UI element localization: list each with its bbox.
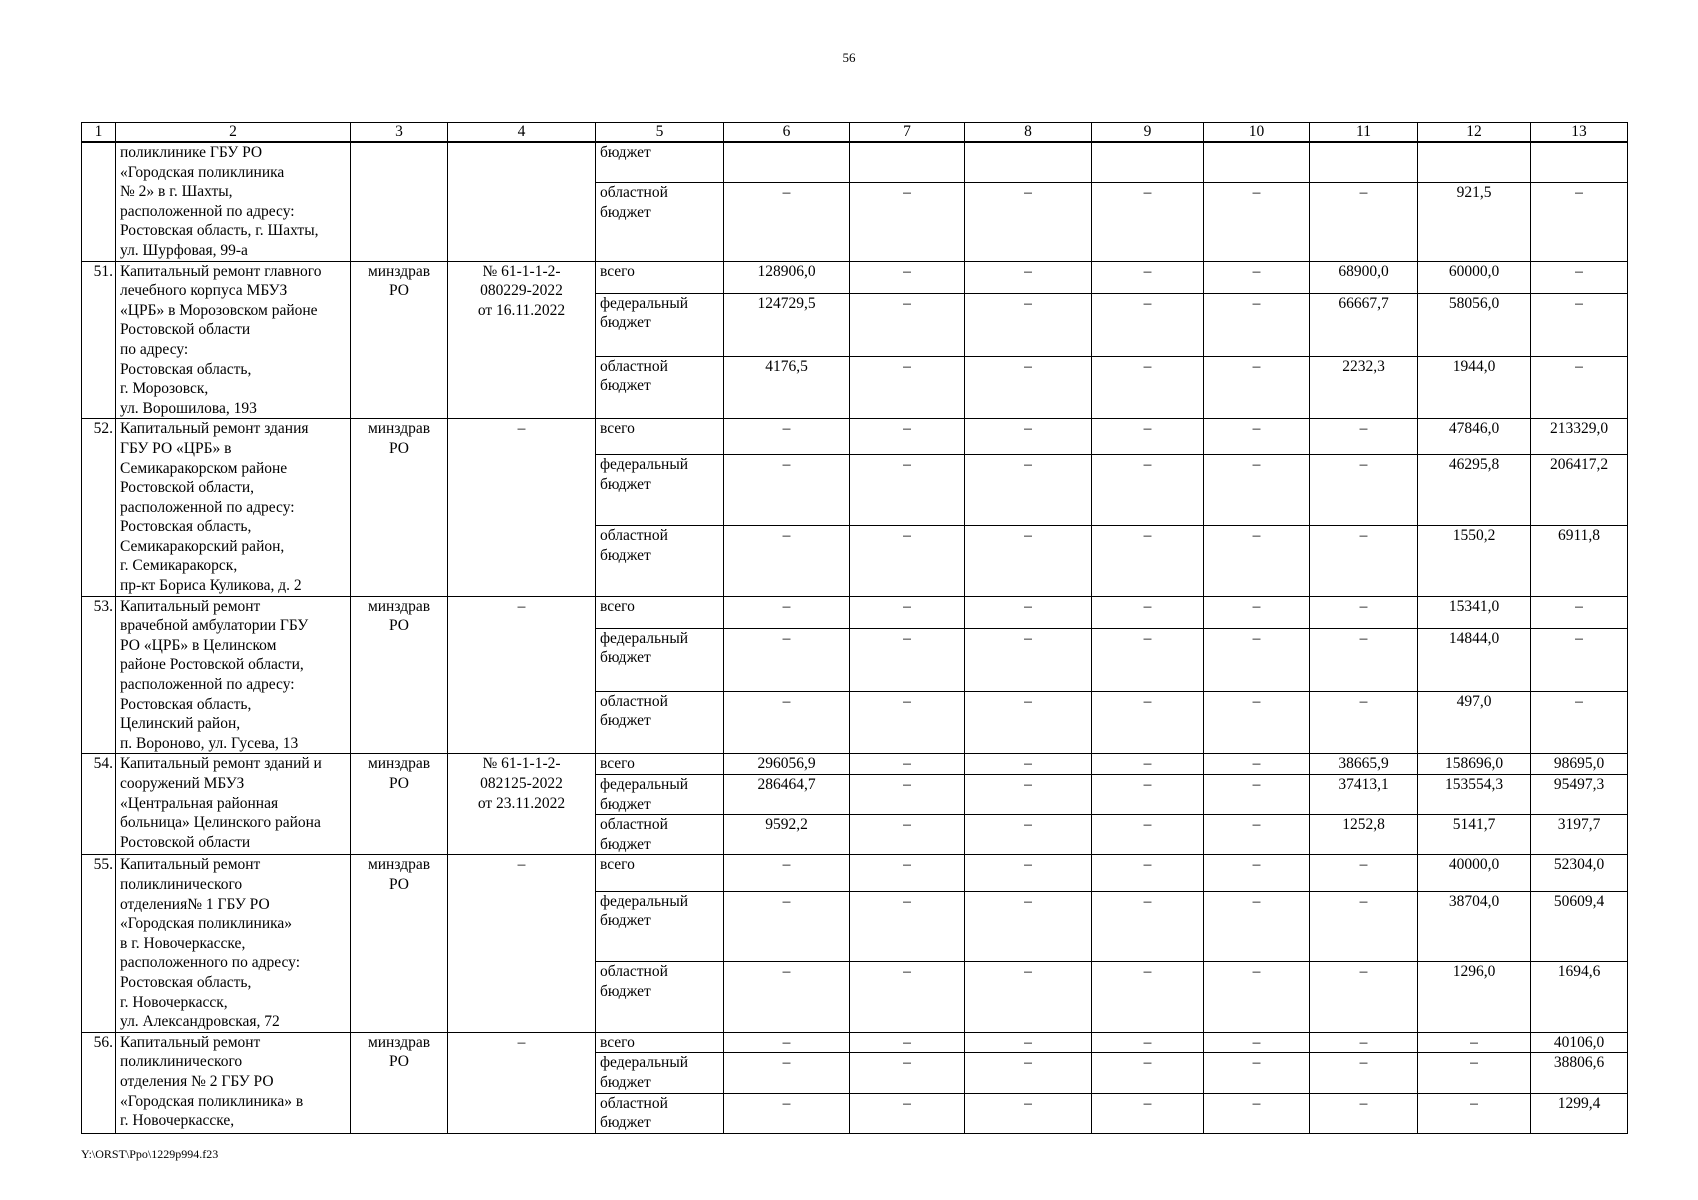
amount-cell: 40000,0 xyxy=(1418,855,1531,891)
amount-cell: 9592,2 xyxy=(724,815,850,855)
amount-cell: – xyxy=(1310,526,1418,597)
amount-cell: – xyxy=(724,891,850,962)
column-header: 13 xyxy=(1531,123,1628,143)
amount-cell: – xyxy=(965,815,1092,855)
amount-cell: – xyxy=(965,526,1092,597)
item-number xyxy=(82,142,116,261)
amount-cell: 1252,8 xyxy=(1310,815,1418,855)
amount-cell: – xyxy=(1204,1053,1310,1093)
file-path-footer: Y:\ORST\Ppo\1229p994.f23 xyxy=(81,1147,219,1161)
amount-cell: 15341,0 xyxy=(1418,596,1531,628)
funding-source-cell: федеральный бюджет xyxy=(596,628,724,691)
amount-cell: – xyxy=(1092,183,1204,261)
amount-cell: – xyxy=(1310,1053,1418,1093)
amount-cell: 3197,7 xyxy=(1531,815,1628,855)
amount-cell: – xyxy=(850,356,965,419)
amount-cell: – xyxy=(1418,1032,1531,1053)
amount-cell: – xyxy=(850,815,965,855)
amount-cell: 6911,8 xyxy=(1531,526,1628,597)
amount-cell: – xyxy=(1310,855,1418,891)
amount-cell: – xyxy=(1204,526,1310,597)
amount-cell: – xyxy=(1204,261,1310,293)
amount-cell: – xyxy=(724,628,850,691)
item-name: Капитальный ремонт поликлинического отделения№ 1 ГБУ РО «Городская поликлиника» в г. Новочеркасске, расположенного по адресу: Ростовская область, г. Новочеркасск, ул. Александровская, 72 xyxy=(116,855,351,1032)
amount-cell: – xyxy=(850,455,965,526)
amount-cell: – xyxy=(1531,356,1628,419)
amount-cell: – xyxy=(1204,815,1310,855)
item-name: Капитальный ремонт врачебной амбулатории ГБУ РО «ЦРБ» в Целинском районе Ростовской области, расположенной по адресу: Ростовская область, Целинский район, п. Вороново, ул. Гусева, 13 xyxy=(116,596,351,754)
funding-source-cell: областной бюджет xyxy=(596,526,724,597)
amount-cell xyxy=(1418,142,1531,183)
amount-cell: – xyxy=(965,855,1092,891)
amount-cell: – xyxy=(724,1053,850,1093)
executor-cell: минздрав РО xyxy=(351,855,448,1032)
item-number: 53. xyxy=(82,596,116,754)
amount-cell: – xyxy=(724,526,850,597)
amount-cell: 68900,0 xyxy=(1310,261,1418,293)
funding-source-cell: областной бюджет xyxy=(596,962,724,1033)
item-name: поликлинике ГБУ РО «Городская поликлиника № 2» в г. Шахты, расположенной по адресу: Ростовская область, г. Шахты, ул. Шурфовая, 99-а xyxy=(116,142,351,261)
item-number: 55. xyxy=(82,855,116,1032)
amount-cell: – xyxy=(1531,293,1628,356)
amount-cell: – xyxy=(724,962,850,1033)
amount-cell: – xyxy=(1310,691,1418,754)
column-header: 2 xyxy=(116,123,351,143)
program-table xyxy=(81,122,1628,1134)
table-row xyxy=(82,142,1628,183)
amount-cell: – xyxy=(1531,183,1628,261)
table-row xyxy=(82,261,1628,293)
amount-cell: – xyxy=(1310,962,1418,1033)
amount-cell: – xyxy=(850,596,965,628)
amount-cell: 497,0 xyxy=(1418,691,1531,754)
amount-cell: – xyxy=(850,775,965,815)
funding-source-cell: федеральный бюджет xyxy=(596,891,724,962)
amount-cell: – xyxy=(1092,1032,1204,1053)
funding-source-cell: всего xyxy=(596,1032,724,1053)
amount-cell: – xyxy=(1092,261,1204,293)
amount-cell: – xyxy=(1204,1032,1310,1053)
column-header: 7 xyxy=(850,123,965,143)
amount-cell: 38704,0 xyxy=(1418,891,1531,962)
amount-cell: – xyxy=(965,596,1092,628)
funding-source-cell: всего xyxy=(596,596,724,628)
column-header: 4 xyxy=(448,123,596,143)
amount-cell: – xyxy=(1204,891,1310,962)
amount-cell xyxy=(1092,142,1204,183)
item-name: Капитальный ремонт здания ГБУ РО «ЦРБ» в Семикаракорском районе Ростовской области, расположенной по адресу: Ростовская область, Семикаракорский район, г. Семикаракорск, пр-кт Бориса Куликова, д. 2 xyxy=(116,419,351,596)
amount-cell: 46295,8 xyxy=(1418,455,1531,526)
amount-cell: – xyxy=(724,596,850,628)
column-header: 10 xyxy=(1204,123,1310,143)
header-row xyxy=(82,123,1628,143)
amount-cell: 14844,0 xyxy=(1418,628,1531,691)
amount-cell: 1550,2 xyxy=(1418,526,1531,597)
amount-cell: – xyxy=(965,962,1092,1033)
amount-cell xyxy=(724,142,850,183)
executor-cell: минздрав РО xyxy=(351,754,448,855)
amount-cell: – xyxy=(1531,596,1628,628)
amount-cell: 58056,0 xyxy=(1418,293,1531,356)
amount-cell: 124729,5 xyxy=(724,293,850,356)
amount-cell: – xyxy=(1204,775,1310,815)
amount-cell: – xyxy=(1204,1093,1310,1133)
amount-cell: – xyxy=(965,754,1092,775)
amount-cell xyxy=(1204,142,1310,183)
amount-cell: 921,5 xyxy=(1418,183,1531,261)
amount-cell: – xyxy=(1204,455,1310,526)
funding-source-cell: всего xyxy=(596,419,724,455)
expertise-doc-cell: № 61-1-1-2- 082125-2022 от 23.11.2022 xyxy=(448,754,596,855)
amount-cell: – xyxy=(965,1032,1092,1053)
amount-cell: – xyxy=(1310,455,1418,526)
amount-cell: – xyxy=(1204,293,1310,356)
expertise-doc-cell: – xyxy=(448,855,596,1032)
table-row xyxy=(82,855,1628,891)
amount-cell: 1944,0 xyxy=(1418,356,1531,419)
amount-cell: 38665,9 xyxy=(1310,754,1418,775)
table-row xyxy=(82,596,1628,628)
amount-cell: – xyxy=(850,526,965,597)
expertise-doc-cell xyxy=(448,142,596,261)
amount-cell: 37413,1 xyxy=(1310,775,1418,815)
amount-cell: – xyxy=(1204,183,1310,261)
amount-cell: – xyxy=(724,855,850,891)
funding-source-cell: областной бюджет xyxy=(596,356,724,419)
amount-cell: 158696,0 xyxy=(1418,754,1531,775)
column-header: 11 xyxy=(1310,123,1418,143)
table-row xyxy=(82,419,1628,455)
amount-cell: – xyxy=(724,1093,850,1133)
column-header: 3 xyxy=(351,123,448,143)
amount-cell: – xyxy=(965,261,1092,293)
amount-cell: – xyxy=(1310,628,1418,691)
executor-cell: минздрав РО xyxy=(351,1032,448,1133)
amount-cell: – xyxy=(1204,962,1310,1033)
expertise-doc-cell: – xyxy=(448,419,596,596)
amount-cell: 296056,9 xyxy=(724,754,850,775)
funding-source-cell: всего xyxy=(596,754,724,775)
amount-cell xyxy=(1310,142,1418,183)
amount-cell: – xyxy=(1418,1093,1531,1133)
amount-cell: – xyxy=(1531,628,1628,691)
amount-cell: – xyxy=(1531,691,1628,754)
amount-cell: – xyxy=(965,1093,1092,1133)
amount-cell: – xyxy=(965,1053,1092,1093)
amount-cell: – xyxy=(1092,419,1204,455)
funding-source-cell: областной бюджет xyxy=(596,1093,724,1133)
amount-cell: – xyxy=(965,293,1092,356)
amount-cell: – xyxy=(1531,261,1628,293)
funding-source-cell: всего xyxy=(596,855,724,891)
amount-cell: – xyxy=(724,1032,850,1053)
amount-cell: – xyxy=(724,691,850,754)
amount-cell: – xyxy=(1092,1093,1204,1133)
amount-cell: 4176,5 xyxy=(724,356,850,419)
amount-cell: 66667,7 xyxy=(1310,293,1418,356)
amount-cell: 128906,0 xyxy=(724,261,850,293)
column-header: 6 xyxy=(724,123,850,143)
amount-cell: 47846,0 xyxy=(1418,419,1531,455)
amount-cell: – xyxy=(965,775,1092,815)
amount-cell: – xyxy=(965,891,1092,962)
amount-cell: – xyxy=(1092,815,1204,855)
amount-cell xyxy=(1531,142,1628,183)
amount-cell: – xyxy=(724,419,850,455)
amount-cell: – xyxy=(850,855,965,891)
funding-source-cell: областной бюджет xyxy=(596,815,724,855)
amount-cell: – xyxy=(1204,691,1310,754)
amount-cell xyxy=(850,142,965,183)
amount-cell: – xyxy=(850,628,965,691)
amount-cell: 5141,7 xyxy=(1418,815,1531,855)
amount-cell: 98695,0 xyxy=(1531,754,1628,775)
amount-cell: – xyxy=(1092,754,1204,775)
amount-cell: – xyxy=(1092,691,1204,754)
item-number: 54. xyxy=(82,754,116,855)
executor-cell xyxy=(351,142,448,261)
amount-cell: – xyxy=(1092,356,1204,419)
column-header: 5 xyxy=(596,123,724,143)
amount-cell: – xyxy=(1204,596,1310,628)
amount-cell: – xyxy=(1092,775,1204,815)
amount-cell: – xyxy=(965,356,1092,419)
amount-cell: 52304,0 xyxy=(1531,855,1628,891)
table-row xyxy=(82,754,1628,775)
amount-cell: – xyxy=(1092,891,1204,962)
amount-cell: – xyxy=(1310,1032,1418,1053)
amount-cell: – xyxy=(850,1053,965,1093)
amount-cell: – xyxy=(965,419,1092,455)
item-number: 51. xyxy=(82,261,116,419)
amount-cell: 50609,4 xyxy=(1531,891,1628,962)
funding-source-cell: федеральный бюджет xyxy=(596,455,724,526)
amount-cell: – xyxy=(1310,891,1418,962)
amount-cell: 38806,6 xyxy=(1531,1053,1628,1093)
amount-cell: – xyxy=(1092,293,1204,356)
amount-cell: – xyxy=(850,183,965,261)
amount-cell: – xyxy=(850,1032,965,1053)
funding-source-cell: федеральный бюджет xyxy=(596,775,724,815)
item-number: 56. xyxy=(82,1032,116,1133)
amount-cell: – xyxy=(1092,526,1204,597)
amount-cell: – xyxy=(850,261,965,293)
funding-source-cell: федеральный бюджет xyxy=(596,1053,724,1093)
amount-cell: – xyxy=(1310,183,1418,261)
executor-cell: минздрав РО xyxy=(351,261,448,419)
amount-cell: – xyxy=(965,691,1092,754)
amount-cell: 40106,0 xyxy=(1531,1032,1628,1053)
amount-cell: – xyxy=(850,419,965,455)
amount-cell: – xyxy=(1204,855,1310,891)
item-name: Капитальный ремонт главного лечебного корпуса МБУЗ «ЦРБ» в Морозовском районе Ростовской области по адресу: Ростовская область, г. Морозовск, ул. Ворошилова, 193 xyxy=(116,261,351,419)
amount-cell: – xyxy=(1204,754,1310,775)
table-row xyxy=(82,1032,1628,1053)
amount-cell: – xyxy=(850,754,965,775)
amount-cell: – xyxy=(965,455,1092,526)
amount-cell: 153554,3 xyxy=(1418,775,1531,815)
expertise-doc-cell: № 61-1-1-2- 080229-2022 от 16.11.2022 xyxy=(448,261,596,419)
item-name: Капитальный ремонт поликлинического отделения № 2 ГБУ РО «Городская поликлиника» в г. Новочеркасске, xyxy=(116,1032,351,1133)
amount-cell: – xyxy=(850,962,965,1033)
amount-cell: – xyxy=(1204,419,1310,455)
amount-cell: – xyxy=(1310,1093,1418,1133)
funding-source-cell: федеральный бюджет xyxy=(596,293,724,356)
amount-cell: – xyxy=(1204,356,1310,419)
amount-cell: 206417,2 xyxy=(1531,455,1628,526)
funding-source-cell: областной бюджет xyxy=(596,691,724,754)
amount-cell: – xyxy=(1092,628,1204,691)
column-header: 9 xyxy=(1092,123,1204,143)
amount-cell: 1296,0 xyxy=(1418,962,1531,1033)
executor-cell: минздрав РО xyxy=(351,596,448,754)
column-header: 1 xyxy=(82,123,116,143)
funding-source-cell: областной бюджет xyxy=(596,183,724,261)
amount-cell: – xyxy=(965,628,1092,691)
item-number: 52. xyxy=(82,419,116,596)
amount-cell: – xyxy=(1310,419,1418,455)
amount-cell: 213329,0 xyxy=(1531,419,1628,455)
amount-cell: – xyxy=(1092,455,1204,526)
amount-cell: – xyxy=(850,891,965,962)
amount-cell: 1694,6 xyxy=(1531,962,1628,1033)
funding-source-cell: всего xyxy=(596,261,724,293)
amount-cell: – xyxy=(850,1093,965,1133)
amount-cell: – xyxy=(965,183,1092,261)
amount-cell: – xyxy=(1092,1053,1204,1093)
amount-cell: – xyxy=(1092,596,1204,628)
amount-cell: – xyxy=(1418,1053,1531,1093)
amount-cell: 95497,3 xyxy=(1531,775,1628,815)
amount-cell: – xyxy=(1310,596,1418,628)
page-number: 56 xyxy=(842,50,856,65)
expertise-doc-cell: – xyxy=(448,1032,596,1133)
amount-cell: – xyxy=(1092,855,1204,891)
column-header: 8 xyxy=(965,123,1092,143)
funding-source-cell: бюджет xyxy=(596,142,724,183)
executor-cell: минздрав РО xyxy=(351,419,448,596)
amount-cell: – xyxy=(724,183,850,261)
item-name: Капитальный ремонт зданий и сооружений МБУЗ «Центральная районная больница» Целинского района Ростовской области xyxy=(116,754,351,855)
amount-cell: 2232,3 xyxy=(1310,356,1418,419)
amount-cell: 1299,4 xyxy=(1531,1093,1628,1133)
amount-cell: 60000,0 xyxy=(1418,261,1531,293)
amount-cell xyxy=(965,142,1092,183)
amount-cell: – xyxy=(850,691,965,754)
amount-cell: 286464,7 xyxy=(724,775,850,815)
expertise-doc-cell: – xyxy=(448,596,596,754)
amount-cell: – xyxy=(1204,628,1310,691)
amount-cell: – xyxy=(850,293,965,356)
amount-cell: – xyxy=(1092,962,1204,1033)
amount-cell: – xyxy=(724,455,850,526)
column-header: 12 xyxy=(1418,123,1531,143)
